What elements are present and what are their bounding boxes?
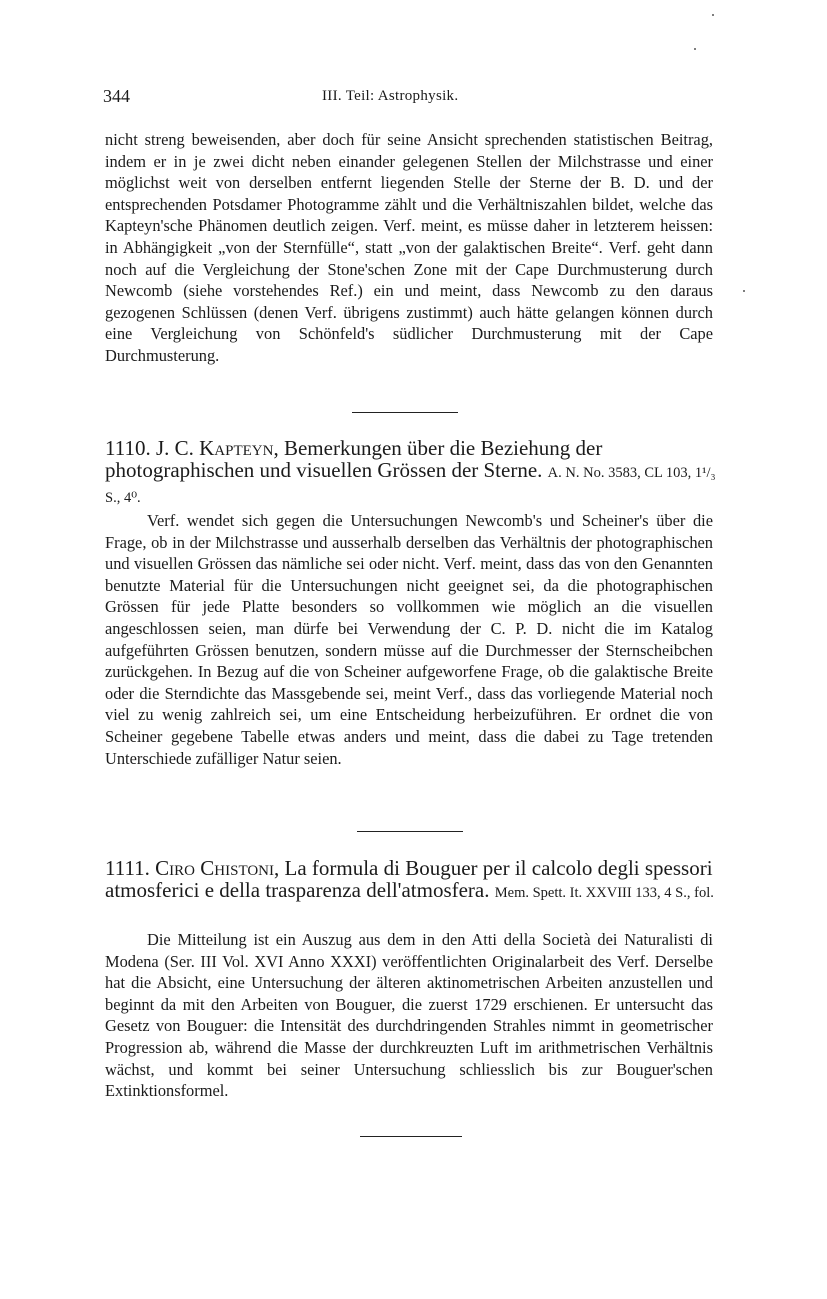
entry-title: Bemerkungen über die Beziehung der photographischen und visuellen Grössen der Sterne. [105,436,603,482]
entry-body [105,510,713,769]
section-divider [357,831,463,832]
scan-speck [694,48,696,50]
section-divider [352,412,458,413]
entry-heading [105,437,717,509]
entry-citation: Mem. Spett. It. XXVIII 133, 4 S., fol. [494,885,714,901]
entry-number: 1111. [105,856,150,880]
continuation-text: nicht streng beweisenden, aber doch für seine Ansicht sprechenden statistischen Beitrag, indem er in je zwei dicht neben einander gelegenen Stellen der Milchstrasse und einer möglichst weit von derselben entfernt liegenden Stelle der Sterne der B. D. und der entsprechenden Potsdamer Photogramme zählt und die Verhältniszahlen bildet, welche das Kapteyn'sche Phänomen deutlich zeigen. Verf. meint, es müsse daher in letzterem heissen: in Abhängigkeit „von der Sternfülle“, statt „von der galaktischen Breite“. Verf. geht dann noch auf die Vergleichung der Stone'schen Zone mit der Cape Durchmusterung durch Newcomb (siehe vorstehendes Ref.) ein und meint, dass Newcomb zu den daraus gezogenen Schlüssen (denen Verf. übrigens zustimmt) auch hätte gelangen können durch eine Vergleichung von Schönfeld's südlicher Durchmusterung mit der Cape Durchmusterung. [105,130,713,365]
entry-citation: A. N. No. 3583, CL 103, 1¹/₃ S., 4⁰. [105,465,716,506]
section-divider [360,1136,462,1137]
continuation-paragraph [105,129,713,367]
entry-author: Ciro Chistoni, [155,856,280,880]
running-title: III. Teil: Astrophysik. [322,88,459,104]
entry-body [105,929,713,1102]
scan-speck [743,290,745,292]
entry-body-text: Verf. wendet sich gegen die Untersuchungen Newcomb's und Scheiner's über die Frage, ob in der Milchstrasse und ausserhalb derselben das Verhältnis der photographischen und visuellen Grössen das nämliche sei oder nicht. Verf. meint, dass das von den Genannten benutzte Material für die Untersuchungen nicht geeignet sei, da die photographischen Grössen für jede Platte besonders so vollkommen wie möglich an die visuellen angeschlossen seien, man dürfe bei Verwendung der C. P. D. nicht die im Katalog aufgeführten Grössen benutzen, sondern müsse auf die Durchmesser der Sternscheibchen zurückgehen. In Bezug auf die von Scheiner aufgeworfene Frage, ob die galaktische Breite oder die Sterndichte das Massgebende sei, meint Verf., dass das vorliegende Material noch viel zu wenig zahlreich sei, um eine Entscheidung herbeizuführen. Er ordnet die von Scheiner gegebene Tabelle etwas anders und meint, dass die dabei zu Tage tretenden Unterschiede zufälliger Natur seien. [105,511,713,768]
page-number: 344 [103,86,130,106]
entry-body-text: Die Mitteilung ist ein Auszug aus dem in den Atti della Società dei Naturalisti di Modena (Ser. III Vol. XVI Anno XXXI) veröffentlichten Originalarbeit des Verf. Derselbe hat die Absicht, eine Untersuchung der älteren aktinometrischen Arbeiten anzustellen und beginnt da mit den Arbeiten von Bouguer, die zuerst 1729 erschienen. Er untersucht das Gesetz von Bouguer: die Intensität des durchdringenden Strahles nimmt in geometrischer Progression ab, während die Masse der durchkreuzten Luft im arithmetrischen Verhältnis wächst, und kommt bei seiner Untersuchung schliesslich bis zur Bouguer'schen Extinktionsformel. [105,930,713,1101]
entry-title: La formula di Bouguer per il calcolo degli spessori atmosferici e della trasparenza dell'atmosfera. [105,856,713,902]
scan-speck [712,14,714,16]
entry-number: 1110. [105,436,151,460]
entry-heading [105,857,717,904]
entry-author: J. C. Kapteyn, [155,436,279,460]
